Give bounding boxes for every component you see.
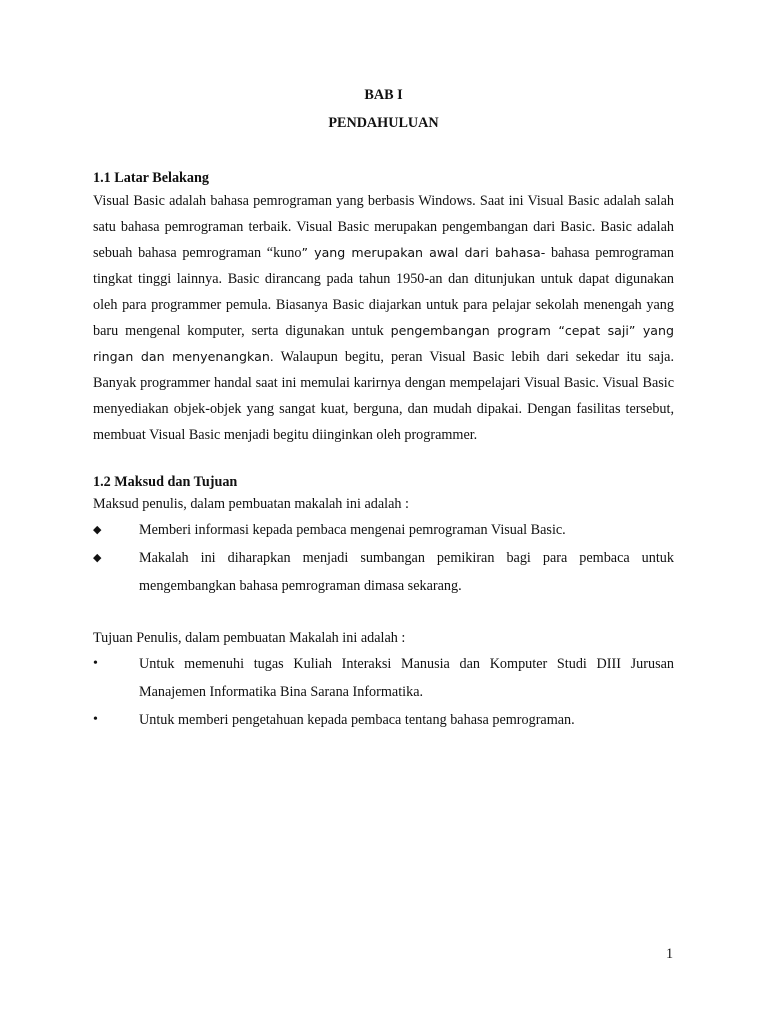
dot-bullet-icon: • <box>93 656 98 671</box>
maksud-intro: Maksud penulis, dalam pembuatan makalah ini adalah : <box>93 496 409 512</box>
maksud-list <box>93 516 674 600</box>
paragraph-text-1: Visual Basic adalah bahasa pemrograman yang berbasis Windows. Saat ini Visual Basic adalah salah satu bahasa pemrograman terbaik. Visual Basic merupakan pengembangan dari Basic. Basic adalah sebuah bahasa pemrograman “kuno <box>93 193 674 261</box>
list-item-text: Makalah ini diharapkan menjadi sumbangan pemikiran bagi para pembaca untuk mengembangkan bahasa pemrograman dimasa sekarang. <box>139 550 674 594</box>
list-item-text: Memberi informasi kepada pembaca mengenai pemrograman Visual Basic. <box>139 522 566 538</box>
section-heading-maksud-tujuan: 1.2 Maksud dan Tujuan <box>93 474 238 490</box>
chapter-number: BAB I <box>364 87 403 103</box>
paragraph-text-5: Walaupun begitu, peran Visual Basic lebih dari sekedar itu saja. Banyak programmer handal saat ini memulai karirnya dengan mempelajari Visual Basic. Visual Basic menyediakan objek-objek yang sangat kuat, berguna, dan mudah dipakai. Dengan fasilitas tersebut, membuat Visual Basic menjadi begitu diinginkan oleh programmer. <box>93 349 674 443</box>
page-number: 1 <box>666 946 674 962</box>
section-heading-latar-belakang: 1.1 Latar Belakang <box>93 170 210 186</box>
paragraph-text-3: bahasa pemrograman tingkat tinggi lainnya. Basic dirancang pada tahun 1950-an dan ditunjukan untuk dapat digunakan oleh para programmer pemula. Biasanya Basic diajarkan untuk para pelajar sekolah menengah yang baru mengenal komputer, serta digunakan untuk <box>93 245 675 339</box>
paragraph-text-4: pengembangan program “cepat saji” yang ringan dan menyenangkan. <box>93 323 674 364</box>
diamond-bullet-icon: ◆ <box>93 524 102 536</box>
diamond-bullet-icon: ◆ <box>93 552 102 564</box>
list-item <box>93 650 674 706</box>
list-item <box>93 544 674 600</box>
list-item-text: Untuk memenuhi tugas Kuliah Interaksi Manusia dan Komputer Studi DIII Jurusan Manajemen Informatika Bina Sarana Informatika. <box>139 656 674 700</box>
paragraph-text-2: ” yang merupakan awal dari bahasa- <box>301 245 546 260</box>
chapter-title: PENDAHULUAN <box>328 115 439 131</box>
tujuan-list <box>93 650 674 734</box>
latar-belakang-paragraph <box>93 188 674 448</box>
document-body <box>93 86 674 734</box>
spacer <box>93 600 674 626</box>
tujuan-intro: Tujuan Penulis, dalam pembuatan Makalah ini adalah : <box>93 630 406 646</box>
dot-bullet-icon: • <box>93 712 98 727</box>
list-item <box>93 516 674 544</box>
list-item-text: Untuk memberi pengetahuan kepada pembaca tentang bahasa pemrograman. <box>139 712 575 728</box>
list-item <box>93 706 674 734</box>
